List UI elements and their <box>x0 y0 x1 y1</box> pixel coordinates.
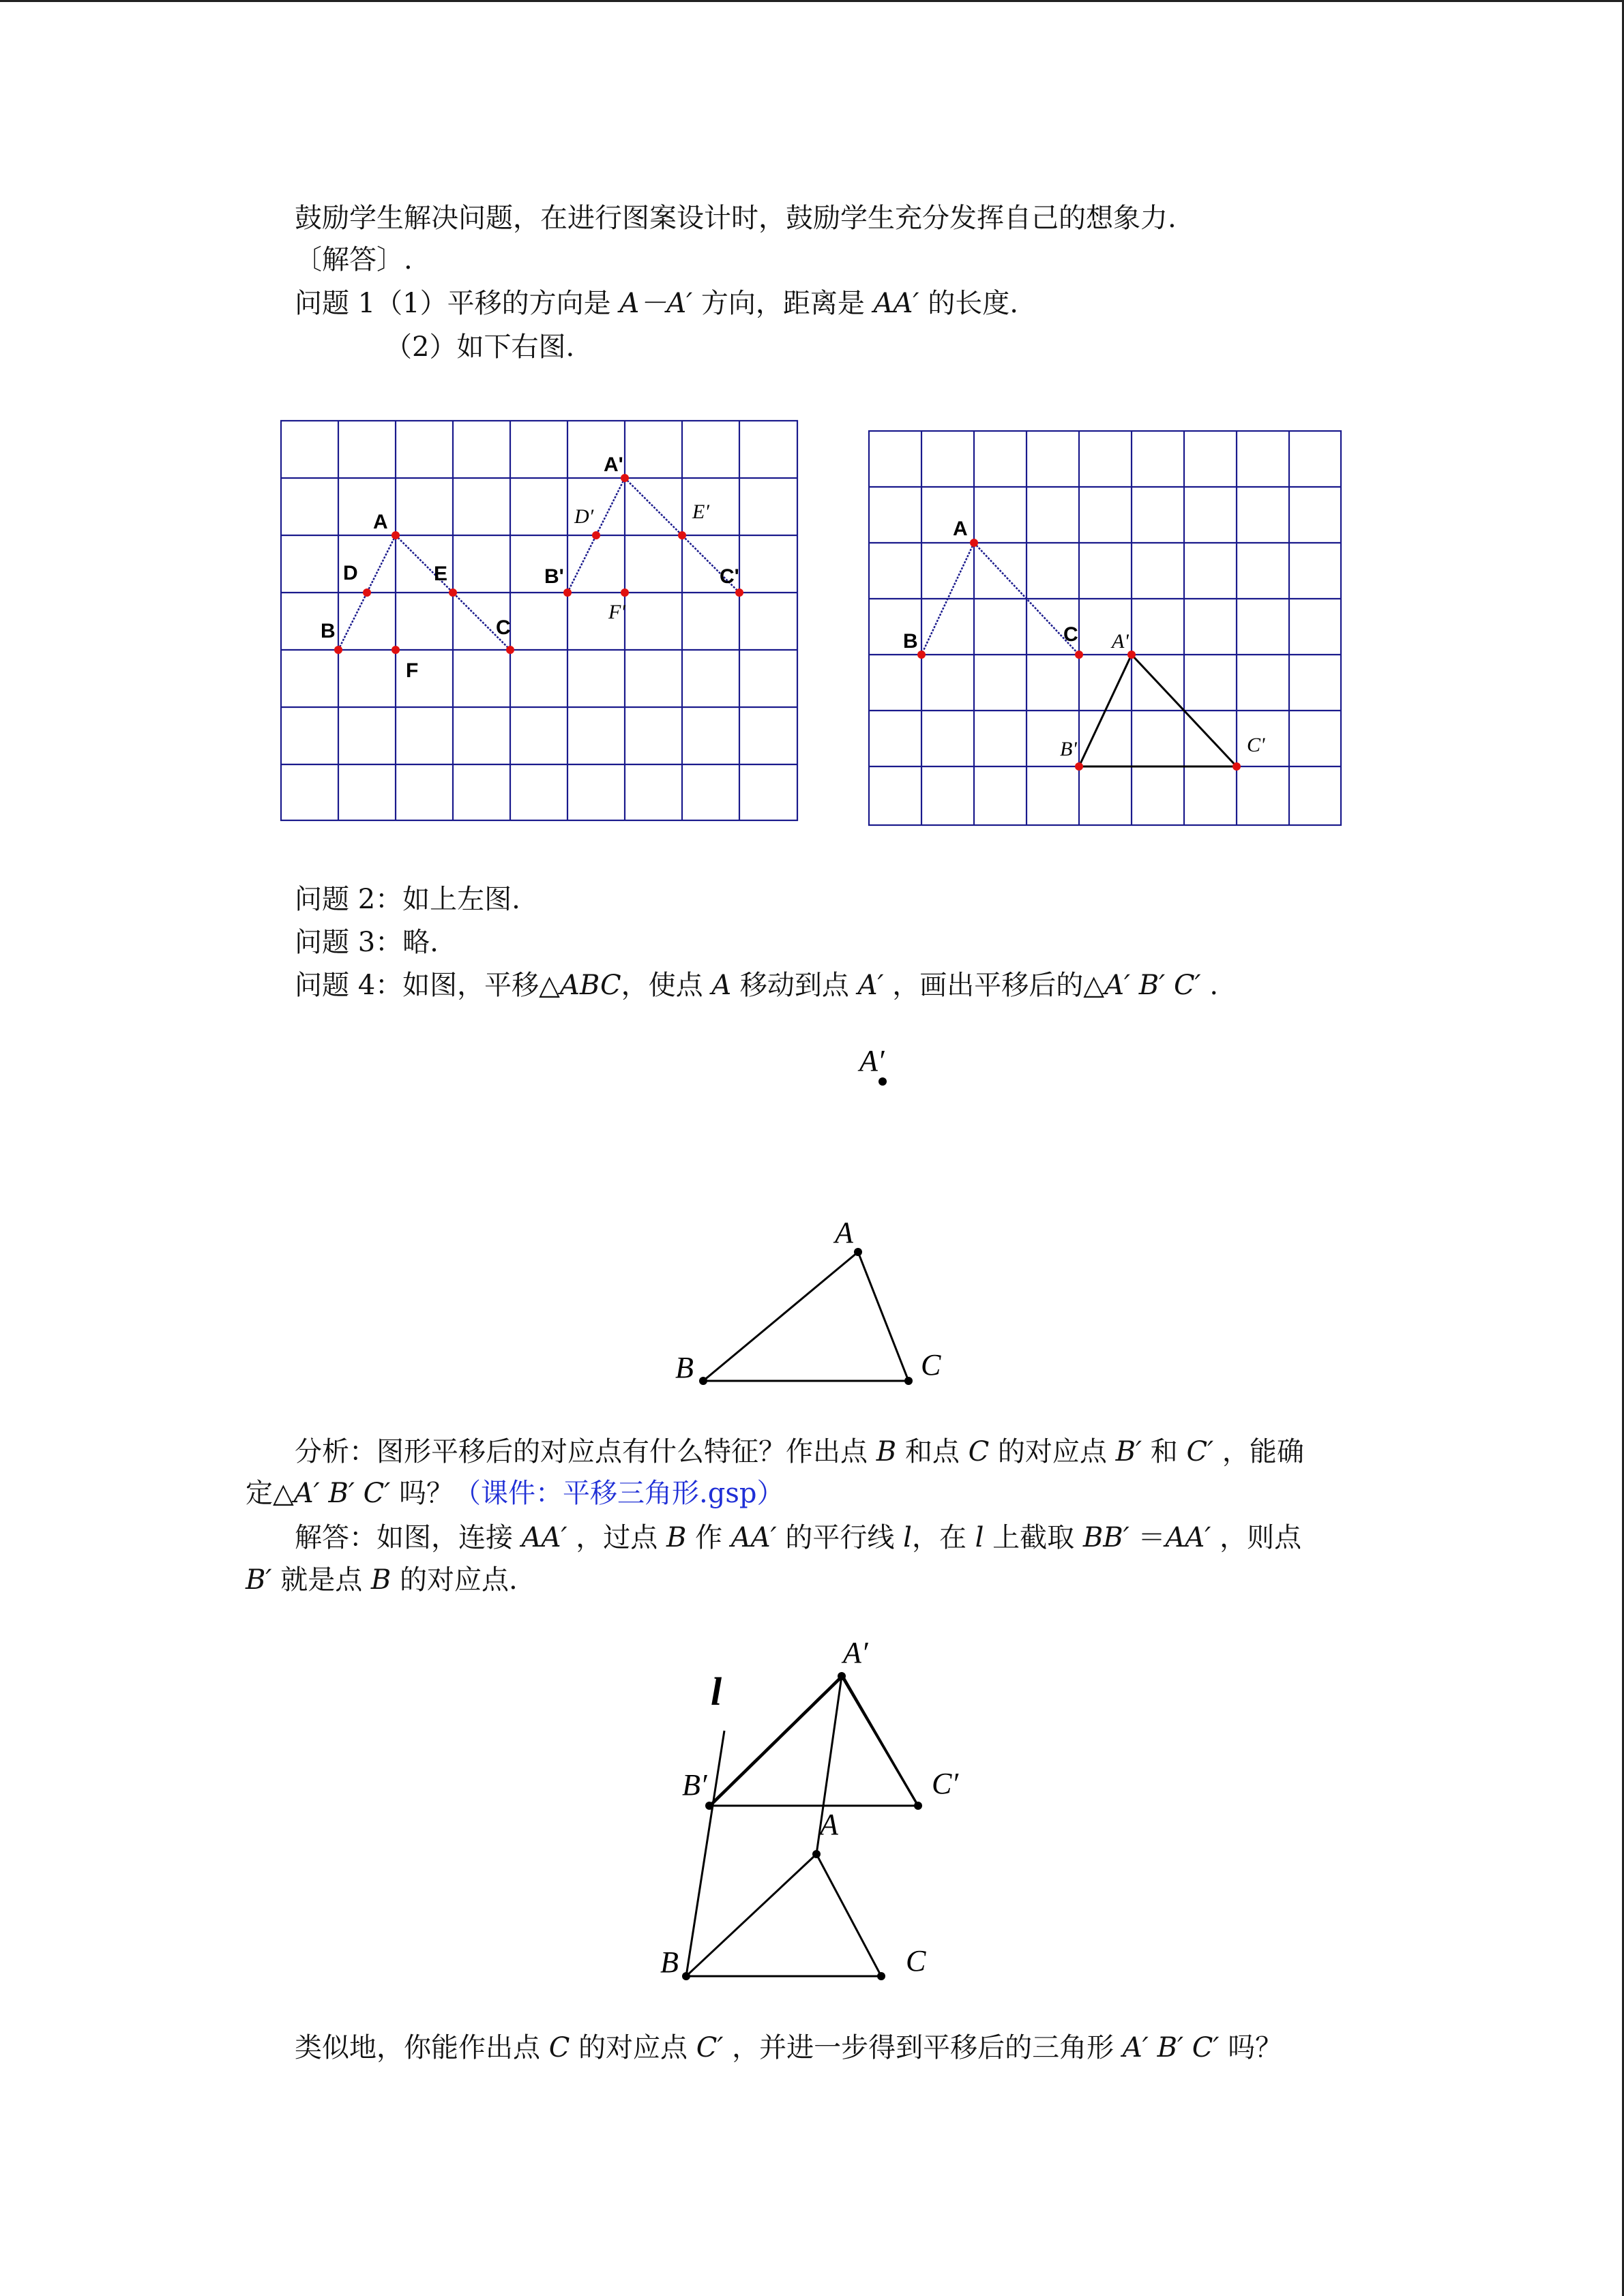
label-Bp: B' <box>1060 738 1077 760</box>
point-B <box>917 651 926 659</box>
label-A: A <box>373 511 388 533</box>
label-Cp: C′ <box>932 1767 958 1800</box>
text-line-2 <box>295 241 413 278</box>
label-B: B <box>675 1351 694 1384</box>
label-C: C <box>906 1944 926 1978</box>
point-A <box>392 531 400 539</box>
label-l: l <box>711 1669 722 1714</box>
triangle-ApBpCp-main <box>709 1676 918 1806</box>
label-C: C <box>921 1348 941 1382</box>
point-D <box>363 588 371 597</box>
point-B <box>682 1972 690 1980</box>
text-question-4: 问题 4：如图，平移△ABC，使点 A 移动到点 A′ ，画出平移后的△A′ B′ C′ . <box>295 970 1219 1001</box>
point-C <box>904 1377 913 1385</box>
point-Bp <box>563 588 572 597</box>
text-analysis-1: 分析：图形平移后的对应点有什么特征？作出点 B 和点 C 的对应点 B′ 和 C′ ，能确 <box>295 1436 1304 1467</box>
point-Bp <box>1075 762 1083 771</box>
text-analysis-2: 定△A′ B′ C′ 吗？（课件：平移三角形.gsp） <box>246 1478 784 1509</box>
point-Ap <box>1127 651 1136 659</box>
label-Ap: A′ <box>843 1636 868 1669</box>
figure-grid-left <box>280 419 799 822</box>
text-encourage: 鼓励学生解决问题，在进行图案设计时，鼓励学生充分发挥自己的想象力. <box>295 203 1177 234</box>
text-solution-1: 解答：如图，连接 AA′ ，过点 B 作 AA′ 的平行线 l，在 l 上截取 BB′ ＝AA′ ，则点 <box>295 1522 1302 1553</box>
triangle-ApBpCp-edge <box>709 1676 918 1806</box>
label-B: B <box>321 620 336 642</box>
label-A: A <box>953 518 968 540</box>
figure-triangle-abc <box>668 1037 955 1391</box>
figure-grid-right <box>868 430 1342 826</box>
point-A <box>970 539 978 547</box>
label-B: B <box>660 1945 679 1979</box>
triangle-ApBpCp-z <box>709 1676 918 1806</box>
label-D: D <box>343 562 358 584</box>
line-l <box>686 1731 724 1976</box>
triangle-final <box>709 1676 918 1806</box>
label-Bp: B' <box>544 565 564 588</box>
triangle-ABC <box>703 1252 909 1381</box>
label-Ap: A' <box>1112 630 1129 653</box>
point-Ep <box>678 531 686 539</box>
point-B <box>334 646 342 654</box>
text-question-1a: 问题 1（1）平移的方向是 A－A′ 方向，距离是 AA′ 的长度. <box>295 288 1018 319</box>
triangle-ApBpCp-final <box>709 1676 918 1806</box>
label-Cp: C' <box>720 565 739 588</box>
label-A: A <box>835 1216 853 1249</box>
text-question-2: 问题 2：如上左图. <box>295 884 520 915</box>
label-Ap: A′ <box>859 1044 885 1077</box>
text-question-1b: （2）如下右图. <box>385 331 575 363</box>
point-C <box>1075 651 1083 659</box>
point-Dp <box>592 531 600 539</box>
point-F <box>392 646 400 654</box>
label-Ep: E′ <box>692 501 709 523</box>
triangle-ABC <box>686 1854 881 1976</box>
point-Cp <box>914 1802 922 1810</box>
label-B: B <box>903 630 918 653</box>
point-Ap <box>879 1077 887 1086</box>
label-Dp: D′ <box>574 505 594 528</box>
page-top-border <box>0 0 1624 2</box>
point-Cp <box>735 588 743 597</box>
courseware-link[interactable]: （课件：平移三角形.gsp） <box>454 1478 784 1509</box>
triangle-ApBpCp-outline <box>709 1676 918 1806</box>
label-A: A <box>820 1808 838 1841</box>
triangle-ApBpCp-final-b <box>709 1676 918 1806</box>
text-answer-heading: 〔解答〕. <box>295 244 413 275</box>
point-C <box>506 646 514 654</box>
text-question-3: 问题 3：略. <box>295 927 439 958</box>
point-Ap <box>838 1672 846 1680</box>
label-C: C <box>1063 623 1078 646</box>
point-B <box>699 1377 707 1385</box>
label-Cp: C' <box>1247 734 1265 756</box>
point-C <box>877 1972 885 1980</box>
label-E: E <box>434 563 448 585</box>
triangle-ApBpCp <box>709 1676 918 1806</box>
label-Bp: B′ <box>682 1768 707 1802</box>
triangle-ApBpCp-shade <box>711 1676 918 1806</box>
label-F: F <box>406 659 419 682</box>
label-Ap: A' <box>604 453 623 476</box>
text-final-question: 类似地，你能作出点 C 的对应点 C′ ，并进一步得到平移后的三角形 A′ B′ C′ 吗？ <box>295 2032 1283 2063</box>
text-solution-2: B′ 就是点 B 的对应点. <box>246 1564 518 1596</box>
label-C: C <box>496 616 511 639</box>
point-E <box>449 588 457 597</box>
point-Bp <box>705 1802 713 1810</box>
point-A <box>854 1248 862 1256</box>
point-Fp <box>621 588 629 597</box>
label-Fp: F′ <box>608 601 625 623</box>
point-Cp <box>1232 762 1241 771</box>
point-A <box>812 1850 821 1858</box>
figure-translation-construction <box>648 1630 975 1991</box>
text-line-1 <box>295 200 1177 237</box>
